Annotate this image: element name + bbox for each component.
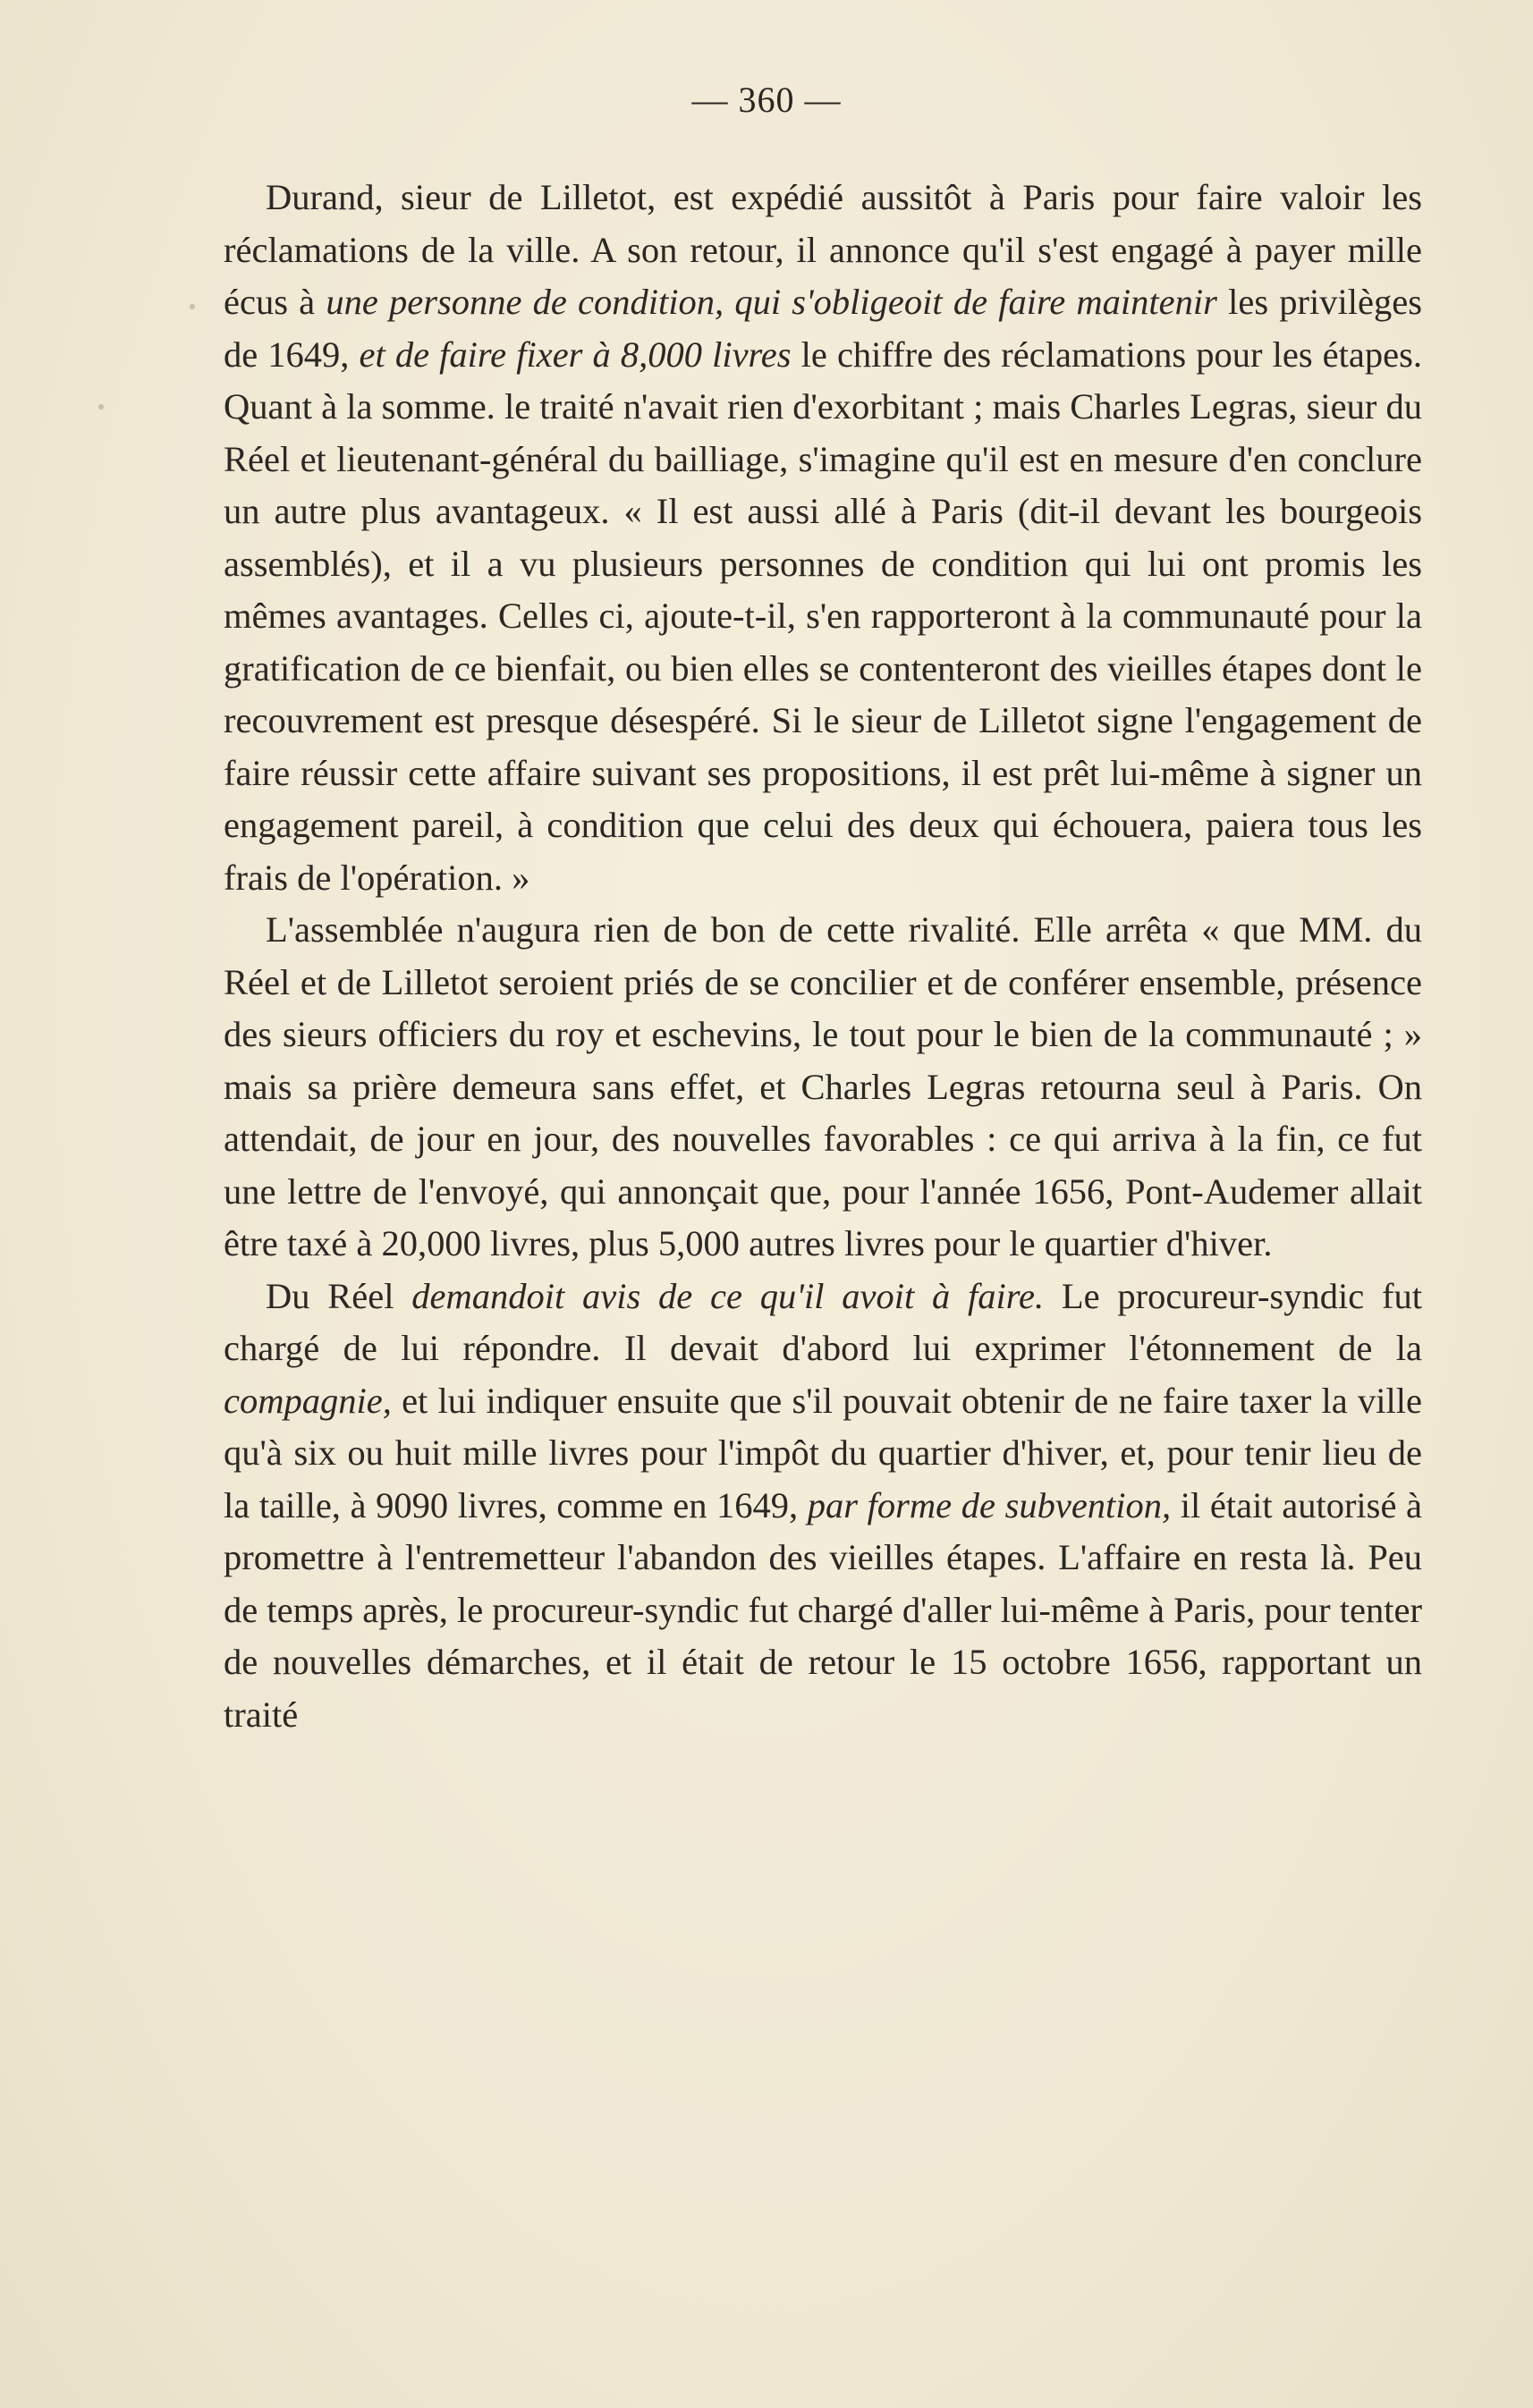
italic-segment: par forme de subvention, (807, 1484, 1172, 1525)
body-text (224, 172, 1422, 1741)
text-segment: le chiffre des réclamations pour les étapes. Quant à la somme. le traité n'avait rien d'exorbitant ; mais Charles Legras, sieur du Réel et lieutenant-général du bailliage, s'imagine qu'il est en mesure d'en conclure un autre plus avantageux. « Il est aussi allé à Paris (dit-il devant les bourgeois assemblés), et il a vu plusieurs personnes de condition qui lui ont promis les mêmes avantages. Celles ci, ajoute-t-il, s'en rapporteront à la communauté pour la gratification de ce bienfait, ou bien elles se contenteront des vieilles étapes dont le recouvrement est presque désespéré. Si le sieur de Lilletot signe l'engagement de faire réussir cette affaire suivant ses propositions, il est prêt lui-même à signer un engagement pareil, à condition que celui des deux qui échouera, paiera tous les frais de l'opération. » (224, 334, 1422, 898)
paper-speck (190, 304, 195, 309)
page-number: — 360 — (691, 80, 842, 120)
italic-segment: compagnie, (224, 1380, 392, 1421)
paragraph-1 (224, 172, 1422, 904)
italic-segment: une personne de condition, qui s'obligeoit de faire maintenir (326, 282, 1217, 322)
text-segment: Le procureur-syndic fut chargé de lui répondre. Il devait d'abord lui exprimer l'étonnement de la (224, 1275, 1423, 1368)
italic-segment: et de faire fixer à 8,000 livres (359, 334, 792, 375)
text-segment: Durand, sieur de Lilletot, est expédié aussitôt à Paris pour faire valoir les réclamations de la ville. A son retour, il annonce qu'il s'est engagé à payer mille écus à (224, 177, 1422, 322)
text-segment: et lui indiquer ensuite que s'il pouvait obtenir de ne faire taxer la ville qu'à six ou huit mille livres pour l'impôt du quartier d'hiver, et, pour tenir lieu de la taille, à 9090 livres, comme en 1649, (224, 1380, 1422, 1525)
italic-segment: demandoit avis de ce qu'il avoit à faire. (411, 1275, 1045, 1316)
text-segment: Du Réel (266, 1275, 412, 1316)
text-segment: il était autorisé à promettre à l'entremetteur l'abandon des vieilles étapes. L'affaire en resta là. Peu de temps après, le procureur-syndic fut chargé d'aller lui-même à Paris, pour tenter de nouvelles démarches, et il était de retour le 15 octobre 1656, rapportant un traité (224, 1484, 1422, 1735)
paragraph-2 (224, 904, 1422, 1271)
paragraph-3 (224, 1271, 1422, 1742)
text-segment: les privilèges de 1649, (224, 282, 1422, 375)
paper-speck (98, 404, 104, 410)
text-segment: L'assemblée n'augura rien de bon de cette rivalité. Elle arrêta « que MM. du Réel et de Lilletot seroient priés de se concilier et de conférer ensemble, présence des sieurs officiers du roy et eschevins, le tout pour le bien de la communauté ; » mais sa prière demeura sans effet, et Charles Legras retourna seul à Paris. On attendait, de jour en jour, des nouvelles favorables : ce qui arriva à la fin, ce fut une lettre de l'envoyé, qui annonçait que, pour l'année 1656, Pont-Audemer allait être taxé à 20,000 livres, plus 5,000 autres livres pour le quartier d'hiver. (224, 909, 1422, 1263)
